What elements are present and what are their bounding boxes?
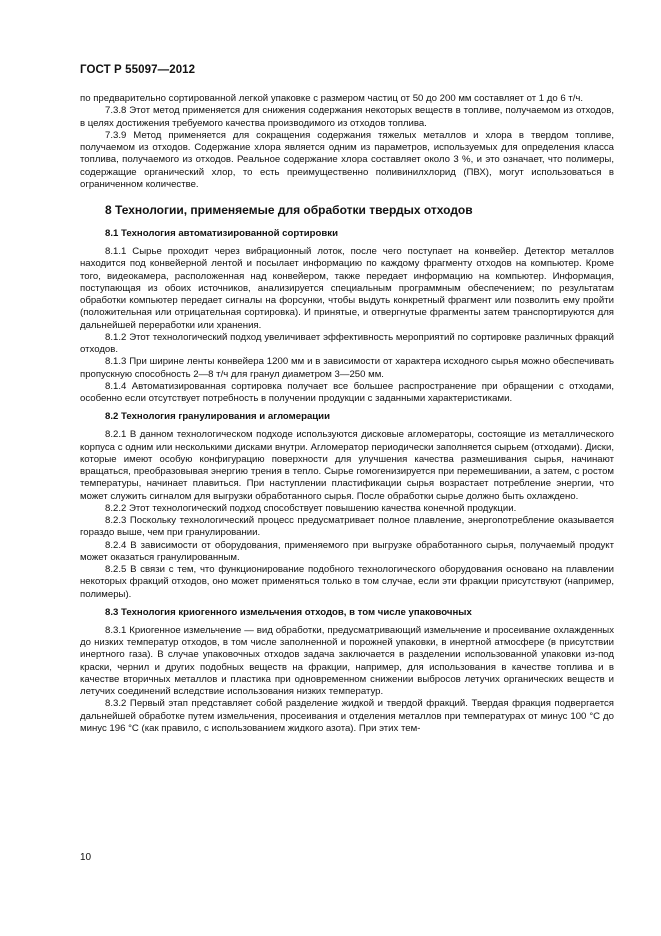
subsection-title: 8.1 Технология автоматизированной сортировки: [105, 228, 338, 239]
paragraph-8-1-1: 8.1.1 Сырье проходит через вибрационный лоток, после чего поступает на конвейер. Детектор металлов находится под конвейерной лентой и посылает информацию по каждому фрагменту отходов на компьютер. Кроме того, видеокамера, расположенная над конвейером, также передает информацию на компьютер. Информация, поступающая из обоих источников, анализируется специальным программным обеспечением; по результатам обработки компьютер передает сигналы на форсунки, чтобы выдуть конкретный фрагмент или позволить ему пройти (положительная или отрицательная сортировка). И принятые, и отвергнутые фрагменты затем транспортируются для дальнейшей переработки или хранения.: [80, 246, 614, 331]
paragraph-continuation: по предварительно сортированной легкой упаковке с размером частиц от 50 до 200 мм составляет от 1 до 6 т/ч.: [80, 93, 584, 104]
subsection-title: 8.3 Технология криогенного измельчения отходов, в том числе упаковочных: [105, 606, 472, 618]
section-title: 8 Технологии, применяемые для обработки твердых отходов: [105, 203, 473, 217]
paragraph-7-3-8: 7.3.8 Этот метод применяется для снижения содержания некоторых веществ в топливе, получаемом из отходов, в целях достижения требуемого качества производимого из отходов топлива.: [80, 105, 614, 129]
paragraph-8-2-5: 8.2.5 В связи с тем, что функционирование подобного технологического оборудования основано на плавлении некоторых фракций отходов, оно может применяться только в том случае, если эти фракции присутствуют (например, полимеры).: [80, 564, 614, 600]
paragraph-8-2-3: 8.2.3 Поскольку технологический процесс предусматривает полное плавление, энергопотребление оказывается гораздо выше, чем при гранулировании.: [80, 515, 614, 539]
paragraph-8-2-4: 8.2.4 В зависимости от оборудования, применяемого при выгрузке обработанного сырья, получаемый продукт может оказаться гранулированным.: [80, 539, 614, 563]
paragraph-8-3-2: 8.3.2 Первый этап представляет собой разделение жидкой и твердой фракций. Твердая фракция подвергается дальнейшей обработке путем измельчения, просеивания и отделения металлов при температурах от минус 100 °С до минус 196 °С (как правило, с использованием жидкого азота). При этих тем-: [80, 698, 614, 734]
paragraph-8-1-3: 8.1.3 При ширине ленты конвейера 1200 мм и в зависимости от характера исходного сырья можно обеспечивать пропускную способность 2—8 т/ч для гранул диаметром 3—250 мм.: [80, 356, 614, 380]
document-body: [80, 93, 614, 735]
subsection-title: 8.2 Технология гранулирования и агломерации: [105, 411, 330, 423]
paragraph-8-1-2: 8.1.2 Этот технологический подход увеличивает эффективность мероприятий по сортировке различных фракций отходов.: [80, 331, 614, 355]
paragraph-8-2-2: 8.2.2 Этот технологический подход способствует повышению качества конечной продукции.: [105, 502, 517, 514]
paragraph-7-3-9: 7.3.9 Метод применяется для сокращения содержания тяжелых металлов и хлора в твердом топливе, получаемом из отходов. Содержание хлора является одним из параметров, используемых для определения класса топлива, получаемого из отходов. Реальное содержание хлора составляет около 3 %, и это означает, что полимеры, содержащие органический хлор, то есть преимущественно поливинилхлорид (ПВХ), могут использоваться в ограниченном количестве.: [80, 129, 614, 190]
paragraph-8-2-1: 8.2.1 В данном технологическом подходе используются дисковые агломераторы, состоящие из металлического корпуса с одним или несколькими дисками внутри. Агломератор периодически заполняется сырьем (отходами). Диски, которые имеют особую конфигурацию поверхности для улучшения качества размешивания сырья, начинают вращаться, преобразовывая энергию трения в тепло. Сырье гомогенизируется при перемешивании, а затем, с ростом температуры, начинает плавиться. При наступлении пластификации сырья возрастает потребление энергии, что может служить сигналом для выгрузки обработанного сырья. После обработки сырье должно быть охлаждено.: [80, 429, 614, 502]
page-number: 10: [80, 852, 92, 863]
paragraph-8-1-4: 8.1.4 Автоматизированная сортировка получает все большее распространение при обращении с отходами, особенно если отсутствует потребность в получении продукции с заданными характеристиками.: [80, 380, 614, 404]
paragraph-8-3-1: 8.3.1 Криогенное измельчение — вид обработки, предусматривающий измельчение и просеивание охлажденных до низких температур отходов, в том числе заполненной и порожней упаковки, в инертной атмосфере (в присутствии инертного газа). В случае упаковочных отходов задача заключается в разделении использованной упаковки из-под краски, чернил и других подобных веществ на фракции, например, для использования в качестве топлива и в качестве вторичных металлов и пластика при одновременном снижении выбросов летучих органических веществ и летучих соединений вследствие использования низких температур.: [80, 624, 614, 697]
document-code: ГОСТ Р 55097—2012: [80, 64, 196, 76]
